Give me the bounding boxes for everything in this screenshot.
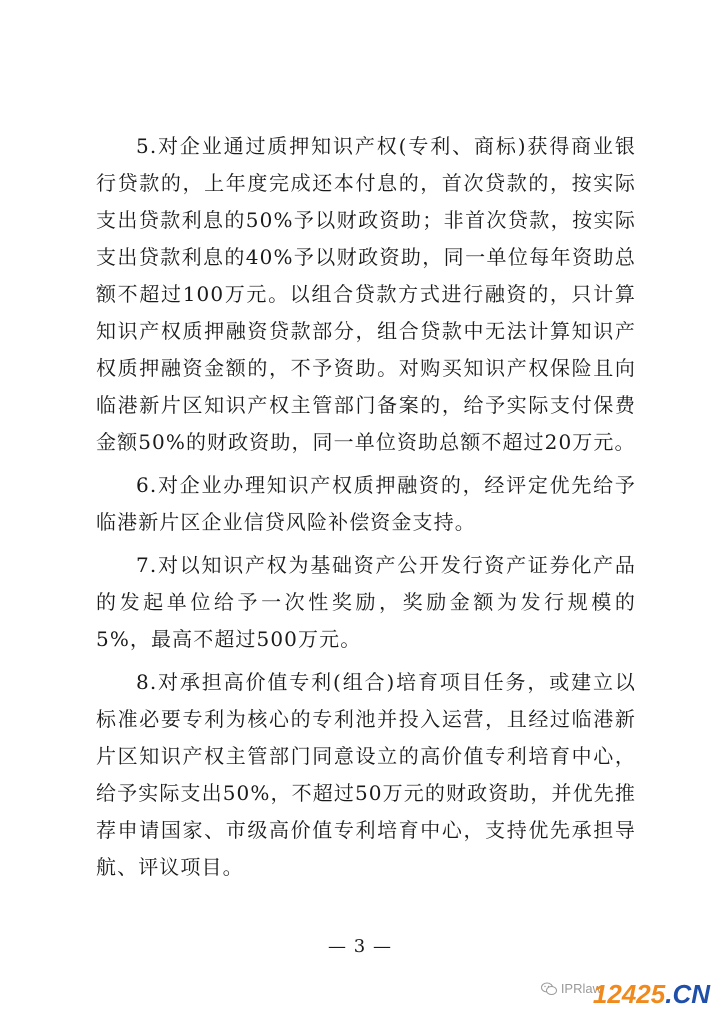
paragraph-7: 7.对以知识产权为基础资产公开发行资产证券化产品的发起单位给予一次性奖励，奖励金额为发行规模的5%，最高不超过500万元。 [96,553,636,651]
paragraph-8: 8.对承担高价值专利(组合)培育项目任务，或建立以标准必要专利为核心的专利池并投入运营，且经过临港新片区知识产权主管部门同意设立的高价值专利培育中心，给予实际支出50%，不超过50万元的财政资助，并优先推荐申请国家、市级高价值专利培育中心，支持优先承担导航、评议项目。 [96,670,636,879]
site-logo-digits: 12425 [592,979,666,1009]
paragraph-6: 6.对企业办理知识产权质押融资的，经评定优先给予临港新片区企业信贷风险补偿资金支持。 [96,473,636,534]
page-number: — 3 — [328,936,392,957]
watermark-text: IPRlaw [560,981,602,996]
site-logo-tld: .CN [665,979,710,1009]
document-body [96,128,636,892]
wechat-icon [541,982,557,996]
paragraph-5: 5.对企业通过质押知识产权(专利、商标)获得商业银行贷款的，上年度完成还本付息的，首次贷款的，按实际支出贷款利息的50%予以财政资助；非首次贷款，按实际支出贷款利息的40%予以财政资助，同一单位每年资助总额不超过100万元。以组合贷款方式进行融资的，只计算知识产权质押融资贷款部分，组合贷款中无法计算知识产权质押融资金额的，不予资助。对购买知识产权保险且向临港新片区知识产权主管部门备案的，给予实际支付保费金额50%的财政资助，同一单位资助总额不超过20万元。 [96,134,636,454]
site-logo [593,979,710,1010]
